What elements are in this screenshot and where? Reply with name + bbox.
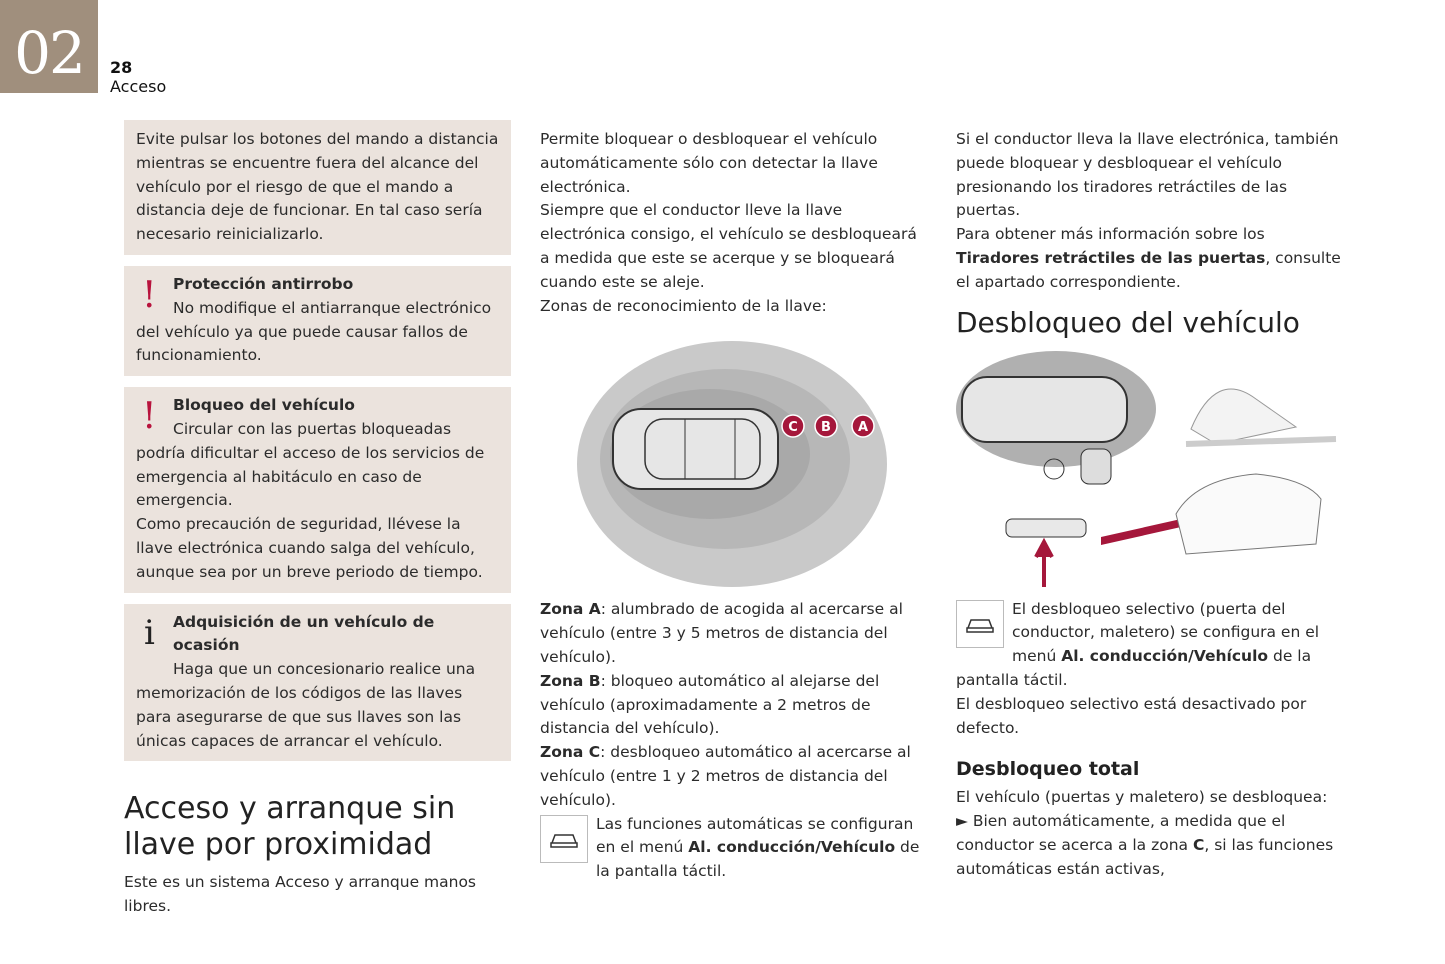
middle-column [540, 128, 928, 884]
zone-a-text: Zona A: alumbrado de acogida al acercarse al vehículo (entre 3 y 5 metros de distancia del vehículo). [540, 600, 903, 666]
warning-text: Como precaución de seguridad, llévese la llave electrónica cuando salga del vehículo, aunque sea por un breve periodo de tiempo. [136, 515, 483, 581]
zone-b-text: Zona B: bloqueo automático al alejarse del vehículo (aproximadamente a 2 metros de distancia del vehículo). [540, 671, 880, 738]
chapter-number: 02 [0, 0, 98, 93]
bullet-arrow-icon: ► [956, 811, 973, 830]
info-icon: i [144, 612, 155, 653]
car-settings-icon [540, 815, 588, 863]
zone-marker-b [815, 415, 837, 437]
warning-text: No modifique el antiarranque electrónico [173, 298, 492, 317]
warning-box-locking [124, 387, 511, 592]
paragraph: Si el conductor lleva la llave electrónica, también puede bloquear y desbloquear el vehículo presionando los tiradores retráctiles de las puertas. [956, 130, 1339, 220]
settings-note: Las funciones automáticas se configuran en el menú Al. conducción/Vehículo de la pantalla táctil. [540, 813, 928, 884]
left-column [124, 120, 511, 919]
warning-box-antitheft [124, 266, 511, 376]
warning-icon: ! [142, 274, 157, 316]
right-column [956, 128, 1348, 881]
info-box-used-vehicle [124, 604, 511, 762]
subheading: Desbloqueo total [956, 758, 1140, 781]
warning-text: Circular con las puertas bloqueadas [173, 419, 452, 438]
unlock-illustration [956, 349, 1344, 594]
car-top-view [613, 409, 778, 489]
selective-unlock-note: El desbloqueo selectivo (puerta del conductor, maletero) se configura en el menú Al. conducción/Vehículo de la pantalla táctil. [956, 599, 1320, 689]
note-text: Evite pulsar los botones del mando a distancia mientras se encuentre fuera del alcance del vehículo por el riesgo de que el mando a distancia deje de funcionar. En tal caso sería necesario reinicializarlo. [136, 130, 499, 244]
zone-c-text: Zona C: desbloqueo automático al acercarse al vehículo (entre 1 y 2 metros de distancia del vehículo). [540, 743, 911, 809]
svg-text:B: B [821, 420, 831, 436]
info-title: Adquisición de un vehículo de ocasión [173, 612, 435, 655]
info-text: memorización de los códigos de las llaves para asegurarse de que sus llaves son las únicas capaces de arrancar el vehículo. [136, 683, 463, 750]
warning-icon: ! [142, 396, 157, 438]
paragraph: Siempre que el conductor lleve la llave electrónica consigo, el vehículo se desbloqueará a medida que este se acerque y se bloqueará cuando este se aleje. [540, 201, 917, 291]
note-box [124, 120, 511, 255]
paragraph: Para obtener más información sobre los Tiradores retráctiles de las puertas, consulte el apartado correspondiente. [956, 225, 1341, 291]
info-text: Haga que un concesionario realice una [173, 660, 476, 679]
page-number: 28 [110, 58, 133, 77]
car-settings-icon [956, 600, 1004, 648]
section-heading: Desbloqueo del vehículo [956, 305, 1300, 339]
paragraph: Zonas de reconocimiento de la llave: [540, 296, 827, 315]
paragraph: El desbloqueo selectivo está desactivado por defecto. [956, 694, 1307, 737]
section-title: Acceso [110, 77, 167, 96]
section-heading: Acceso y arranque sin llave por proximidad [124, 791, 456, 863]
key-zones-diagram [540, 324, 928, 594]
zone-marker-c [782, 415, 804, 437]
warning-title: Protección antirrobo [173, 274, 354, 293]
svg-text:A: A [857, 420, 869, 436]
warning-title: Bloqueo del vehículo [173, 396, 355, 415]
intro-text: Este es un sistema Acceso y arranque manos libres. [124, 873, 477, 916]
paragraph: Permite bloquear o desbloquear el vehículo automáticamente sólo con detectar la llave electrónica. [540, 130, 878, 196]
paragraph: El vehículo (puertas y maletero) se desbloquea: [956, 788, 1328, 807]
warning-text: podría dificultar el acceso de los servicios de emergencia al habitáculo en caso de emergencia. [136, 443, 485, 510]
zone-marker-a [852, 415, 874, 437]
bullet-item: ► Bien automáticamente, a medida que el conductor se acerca a la zona C, si las funciones automáticas están activas, [956, 811, 1334, 878]
svg-text:C: C [788, 420, 798, 436]
warning-text: del vehículo ya que puede causar fallos de funcionamiento. [136, 322, 468, 365]
